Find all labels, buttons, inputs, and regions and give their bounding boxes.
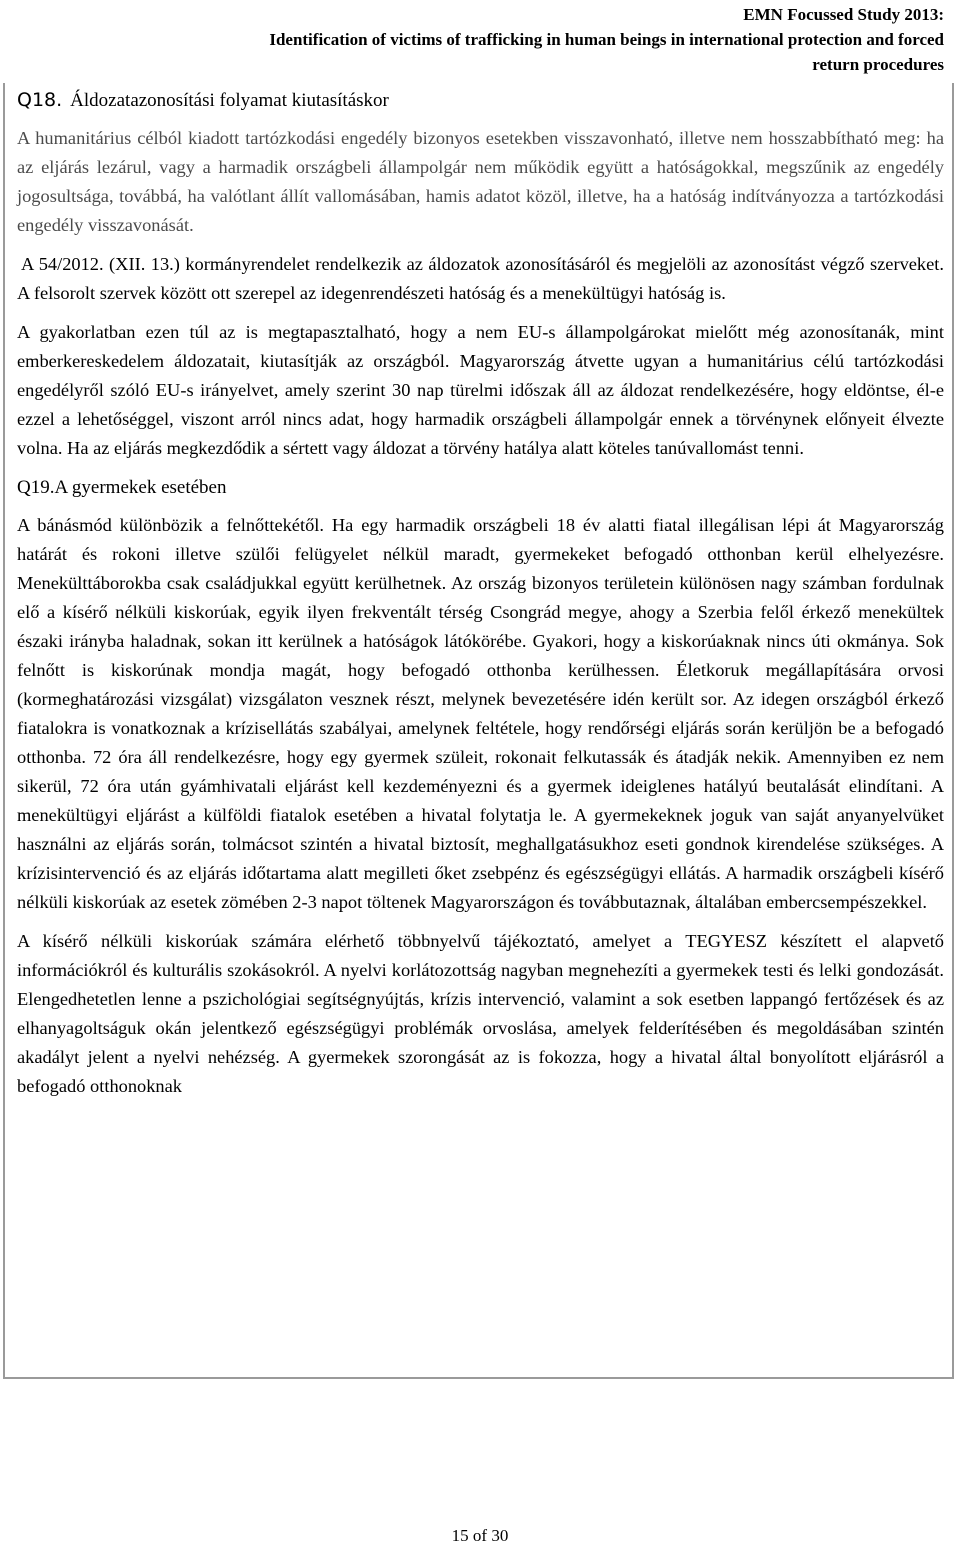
- q19-paragraph-1: A bánásmód különbözik a felnőttekétől. Ha egy harmadik országbeli 18 év alatti fiatal illegálisan lépi át Magyarország határát és rokoni illetve szülői felügyelet nélkül maradt, gyermekeket befogadó otthonban kerül elhelyezésre. Menekülttáborokba csak családjukkal együtt kerülhetnek. Az ország bizonyos területein különösen nagy számban fordulnak elő a kísérő nélküli kiskorúak, egyik ilyen frekventált térség Csongrád megye, ahogy a Szerbia felől érkező menekültek északi irányba haladnak, sokan itt kerülnek a hatóságok látókörébe. Gyakori, hogy a kiskorúaknak nincs úti okmánya. Sok felnőtt is kiskorúnak mondja magát, hogy befogadó otthonba kerülhessen. Életkoruk megállapítására orvosi (kormeghatározási vizsgálat) vizsgálaton vesznek részt, melynek bevezetésére idén került sor. Az idegen országból érkező fiatalokra is vonatkoznak a krízisellátás szabályai, amelynek feltétele, hogy rendőrségi eljárás során kerüljön be a befogadó otthonba. 72 óra áll rendelkezésre, hogy egy gyermek szüleit, rokonait felkutassák és átadják nekik. Amennyiben ez nem sikerül, 72 óra után gyámhivatali eljárást kell kezdeményezni és a gyermek ideiglenes hatályú beutalását elindítani. A menekültügyi eljárást a külföldi fiatalok esetében a hivatal folytatja le. A gyermekeknek joguk van saját anyanyelvüket használni az eljárás során, tolmácsot szintén a hivatal biztosít, meghallgatásukhoz eseti gondnok kirendelése szükséges. A krízisintervenció és az eljárás időtartama alatt megilleti őket zsebpénz és egészségügyi ellátás. A harmadik országbeli kísérő nélküli kiskorúak az esetek zömében 2-3 napot töltenek Magyarországon és továbbutaznak, általában embercsempészekkel.: [17, 515, 944, 912]
- q19-paragraph-2: A kísérő nélküli kiskorúak számára elérhető többnyelvű tájékoztató, amelyet a TEGYESZ készített el alapvető információkról és kulturális szokásokról. A nyelvi korlátozottság nagyban megnehezíti a gyermekek testi és lelki gondozását. Elengedhetetlen lenne a pszichológiai segítségnyújtás, krízis intervenció, valamint a sok esetben lappangó fertőzések és az elhanyagoltságuk okán jelentkező egészségügyi problémák orvoslása, amelyek felderítésében és megoldásában szintén akadályt jelent a nyelvi nehézség. A gyermekek szorongását az is fokozza, hogy a hivatal által bonyolított eljárásról a befogadó otthonoknak: [17, 931, 944, 1096]
- q18-number: Q18.: [17, 89, 63, 111]
- header-subtitle-line2: return procedures: [812, 55, 944, 74]
- q18-heading: [17, 86, 944, 115]
- q19-number: Q19.: [17, 477, 55, 498]
- q18-title: Áldozatazonosítási folyamat kiutasításkor: [70, 90, 389, 111]
- q19-heading: [17, 473, 944, 502]
- header-subtitle-line1: Identification of victims of trafficking in human beings in international protection and forced: [269, 30, 944, 49]
- page-number: 15 of 30: [451, 1526, 509, 1545]
- q18-paragraph-3: A gyakorlatban ezen túl az is megtapasztalható, hogy a nem EU-s állampolgárokat mielőtt még azonosítanák, mint emberkereskedelem áldozatait, kiutasítják az országból. Magyarország átvette ugyan a humanitárius célú tartózkodási engedélyről szóló EU-s irányelvet, amely szerint 30 nap türelmi időszak áll az áldozat rendelkezésére, hogy eldöntse, él-e ezzel a lehetőséggel, viszont arról nincs adat, hogy harmadik országbeli állampolgár ennek a törvénynek előnyeit élvezte volna. Ha az eljárás megkezdődik a sértett vagy áldozat a törvény hatálya alatt köteles tanúvallomást tenni.: [17, 322, 944, 458]
- q18-paragraph-1: A humanitárius célból kiadott tartózkodási engedély bizonyos esetekben visszavonható, illetve nem hosszabbítható meg: ha az eljárás lezárul, vagy a harmadik országbeli állampolgár nem működik együtt a hatóságokkal, megszűnik az engedély jogosultsága, továbbá, ha valótlant állít vallomásában, hamis adatot közöl, illetve, ha a hatóság indítványozza a tartózkodási engedély visszavonását.: [17, 128, 944, 235]
- q19-title: A gyermekek esetében: [54, 477, 227, 498]
- page-header: [24, 2, 944, 77]
- q18-paragraph-2: A 54/2012. (XII. 13.) kormányrendelet rendelkezik az áldozatok azonosításáról és megjelöli az azonosítást végző szerveket. A felsorolt szervek között ott szerepel az idegenrendészeti hatóság és a menekültügyi hatóság is.: [17, 254, 944, 303]
- header-study-title: EMN Focussed Study 2013:: [743, 5, 944, 24]
- document-body: [17, 86, 944, 1101]
